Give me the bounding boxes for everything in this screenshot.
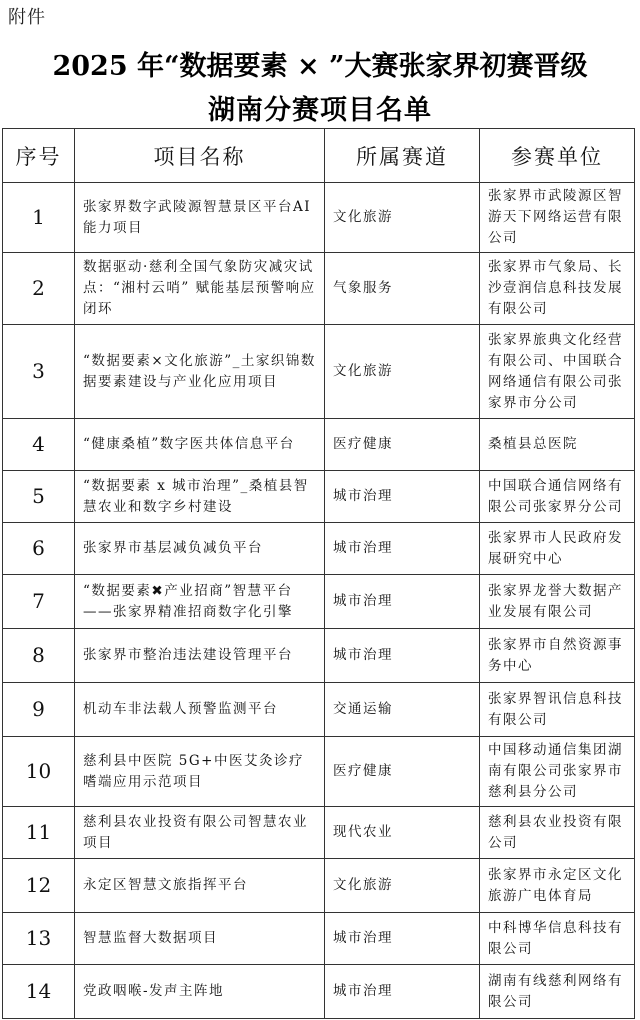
row-number: 6 (3, 523, 75, 575)
project-track: 城市治理 (325, 913, 480, 965)
row-number: 1 (3, 183, 75, 253)
project-name: “数据要素×文化旅游”_土家织锦数据要素建设与产业化应用项目 (75, 325, 325, 419)
row-number: 8 (3, 629, 75, 683)
table-row (3, 683, 635, 737)
project-track: 交通运输 (325, 683, 480, 737)
project-track: 医疗健康 (325, 737, 480, 807)
row-number: 10 (3, 737, 75, 807)
table-row (3, 471, 635, 523)
project-name: 张家界数字武陵源智慧景区平台AI 能力项目 (75, 183, 325, 253)
project-organization: 张家界旅典文化经营有限公司、中国联合网络通信有限公司张家界市分公司 (480, 325, 635, 419)
project-track: 文化旅游 (325, 183, 480, 253)
project-organization: 张家界市武陵源区智游天下网络运营有限公司 (480, 183, 635, 253)
row-number: 9 (3, 683, 75, 737)
project-organization: 张家界龙誉大数据产业发展有限公司 (480, 575, 635, 629)
page-title: 2025 年“数据要素 × ”大赛张家界初赛晋级 (52, 51, 588, 82)
table-row (3, 737, 635, 807)
project-track: 现代农业 (325, 807, 480, 859)
project-organization: 中科博华信息科技有限公司 (480, 913, 635, 965)
project-organization: 湖南有线慈利网络有限公司 (480, 965, 635, 1019)
col-header-organization: 参赛单位 (480, 129, 635, 183)
project-name: 张家界市基层减负减负平台 (75, 523, 325, 575)
project-name: “数据要素✖产业招商”智慧平台——张家界精准招商数字化引擎 (75, 575, 325, 629)
project-name: 慈利县中医院 5G+中医艾灸诊疗嗜端应用示范项目 (75, 737, 325, 807)
project-track: 文化旅游 (325, 859, 480, 913)
project-organization: 张家界智讯信息科技有限公司 (480, 683, 635, 737)
project-name: “健康桑植”数字医共体信息平台 (75, 419, 325, 471)
project-name: 数据驱动·慈利全国气象防灾减灾试点：“湘村云哨” 赋能基层预警响应闭环 (75, 253, 325, 325)
project-track: 城市治理 (325, 471, 480, 523)
row-number: 3 (3, 325, 75, 419)
project-organization: 张家界市自然资源事务中心 (480, 629, 635, 683)
table-header-row (3, 129, 635, 183)
table-row (3, 859, 635, 913)
col-header-number: 序号 (3, 129, 75, 183)
project-table (2, 128, 635, 1019)
project-name: “数据要素 x 城市治理”_桑植县智慧农业和数字乡村建设 (75, 471, 325, 523)
project-organization: 中国联合通信网络有限公司张家界分公司 (480, 471, 635, 523)
project-track: 城市治理 (325, 575, 480, 629)
project-organization: 桑植县总医院 (480, 419, 635, 471)
project-organization: 张家界市气象局、长沙壹润信息科技发展有限公司 (480, 253, 635, 325)
row-number: 7 (3, 575, 75, 629)
table-row (3, 965, 635, 1019)
row-number: 13 (3, 913, 75, 965)
table-row (3, 807, 635, 859)
project-track: 医疗健康 (325, 419, 480, 471)
table-row (3, 419, 635, 471)
table-row (3, 913, 635, 965)
col-header-project-name: 项目名称 (75, 129, 325, 183)
project-name: 智慧监督大数据项目 (75, 913, 325, 965)
table-row (3, 183, 635, 253)
project-track: 城市治理 (325, 523, 480, 575)
project-name: 张家界市整治违法建设管理平台 (75, 629, 325, 683)
table-row (3, 575, 635, 629)
row-number: 14 (3, 965, 75, 1019)
col-header-track: 所属赛道 (325, 129, 480, 183)
row-number: 12 (3, 859, 75, 913)
attachment-label: 附件 (8, 7, 46, 28)
table-row (3, 253, 635, 325)
project-name: 永定区智慧文旅指挥平台 (75, 859, 325, 913)
project-organization: 张家界市永定区文化旅游广电体育局 (480, 859, 635, 913)
project-track: 文化旅游 (325, 325, 480, 419)
project-organization: 张家界市人民政府发展研究中心 (480, 523, 635, 575)
table-row (3, 629, 635, 683)
project-organization: 慈利县农业投资有限公司 (480, 807, 635, 859)
row-number: 2 (3, 253, 75, 325)
project-name: 慈利县农业投资有限公司智慧农业项目 (75, 807, 325, 859)
project-name: 机动车非法载人预警监测平台 (75, 683, 325, 737)
project-name: 党政咽喉-发声主阵地 (75, 965, 325, 1019)
table-row (3, 325, 635, 419)
project-track: 城市治理 (325, 629, 480, 683)
page-subtitle: 湖南分赛项目名单 (208, 95, 432, 126)
project-organization: 中国移动通信集团湖南有限公司张家界市慈利县分公司 (480, 737, 635, 807)
table-row (3, 523, 635, 575)
row-number: 4 (3, 419, 75, 471)
row-number: 5 (3, 471, 75, 523)
row-number: 11 (3, 807, 75, 859)
project-track: 气象服务 (325, 253, 480, 325)
project-track: 城市治理 (325, 965, 480, 1019)
